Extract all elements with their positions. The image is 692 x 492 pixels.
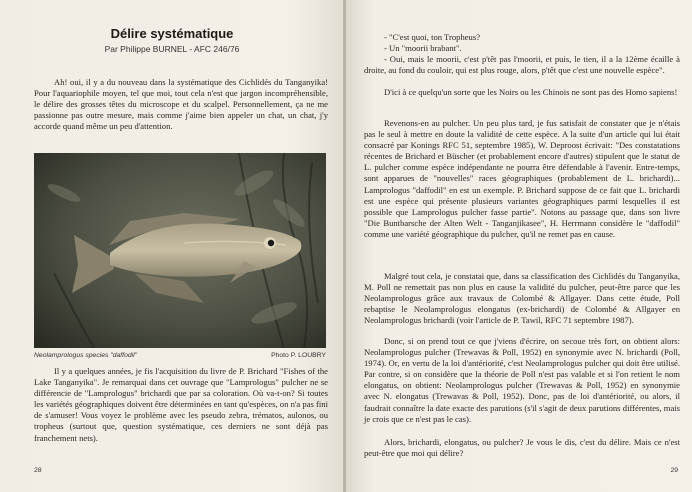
body-paragraph: D'ici à ce quelqu'un sorte que les Noirs ou les Chinois ne sont pas des Homo sapiens!: [384, 87, 678, 97]
intro-paragraph: Ah! oui, il y a du nouveau dans la systématique des Cichlidés du Tanganyika! Pour l'aquariophile moyen, tel que moi, tout cela n'est que jargon incompréhensible, le délire des grosses têtes du microscope et du scalpel. Personnellement, ça ne me passionne pas outre mesure, mais comme j'aime bien appeler un chat, un chat, j'y accorde quand même un peu d'attention.: [34, 77, 328, 132]
left-page: [0, 0, 344, 492]
body-paragraph: Revenons-en au pulcher. Un peu plus tard, je fus satisfait de constater que je n'étais pas le seul à mettre en doute la validité de cette espèce. A la suite d'un article qui lui était consacré par Konings RFC 51, septembre 1985), W. Deproost écrivait: "Des constatations récentes de Brichard et Büscher (et probablement encore d'autres) stipulent que le statut de L. pulcher comme espèce indépendante ne pourra être défendable à l'avenir. Entre-temps, sont apparues de "nouvelles" races géographiques (probablement de L. brichardi)... Lamprologus "daffodil" en est un exemple. P. Brichard suppose de ce fait que L. brichardi est une espèce qui présente plusieurs variantes géographiques parmi lesquelles il est possible que Lamprologus pulcher fasse partie". Notons au passage que, dans son livre "Die Buntbarsche der Alten Welt - Tanganjikasee", H. Herrmann considère le "daffodil" comme une variété géographique du pulcher, qu'il ne remet pas en cause.: [364, 118, 680, 239]
body-paragraph: Alors, brichardi, elongatus, ou pulcher? Je vous le dis, c'est du délire. Mais ce n'est peut-être que moi qui délire?: [364, 437, 680, 459]
right-page: [346, 0, 692, 492]
body-paragraph: Malgré tout cela, je constatai que, dans sa classification des Cichlidés du Tanganyika, M. Poll ne remettait pas non plus en cause la validité du pulcher, peut-être parce que les Neolamprologus grâce aux travaux de Colombé & Allgayer. Dans cette étude, Poll rebaptise le Neolamprologus elongatus (ex-brichardi) de Colombé & Allgayer en Neolamprologus brichardi (voir l'article de P. Tawil, RFC 71 septembre 1987).: [364, 271, 680, 326]
fish-photo: [34, 153, 326, 348]
dialogue-line-1: - "C'est quoi, ton Tropheus?: [384, 32, 481, 42]
photo-caption: Neolamprologus species "daffodil": [34, 352, 138, 359]
byline: Par Philippe BURNEL - AFC 246/76: [104, 44, 240, 54]
page-number: 28: [34, 467, 42, 474]
photo-credit: Photo P. LOUBRY: [271, 352, 326, 359]
body-paragraph: Il y a quelques années, je fis l'acquisition du livre de P. Brichard "Fishes of the Lake Tanganyika". Je remarquai dans cet ouvrage que "Lamprologus" pulcher ne se différencie de "Lamprologus" brichardi que par sa coloration. Où va-t-on? Si toutes les variétés géographiques doivent être déterminées en tant qu'espèces, on n'a pas fini de s'amuser! Vous voyez le problème avec les pseudo zebra, trématos, aulonos, ou tropheus (surtout que, question systématique, ces derniers ne sont déjà pas franchement nets).: [34, 366, 328, 443]
article-title: Délire systématique: [110, 26, 234, 41]
dialogue-line-3: - Oui, mais le moorii, c'est p'têt pas l'moorii, et puis, le tien, il a la 12ème écaille à droite, au fond du couloir, qui est plus rouge, alors, p'têt que c'est une nouvelle espèce".: [364, 54, 680, 76]
page-number: 29: [670, 467, 678, 474]
dialogue-line-2: - Un "moorii brabant".: [384, 43, 462, 53]
body-paragraph: Donc, si on prend tout ce que j'viens d'écrire, on secoue très fort, on obtient alors: Neolamprologus pulcher (Trewavas & Poll, 1952) en synonymie avec N. brichardi (Poll, 1974). Or, en vertu de la loi d'antériorité, c'est Neolamprologus pulcher qui doit être utilisé. Par contre, si on considère que la théorie de Poll n'est pas valable et si l'on retient le nom elongatus, on obtient: Neolamprologus pulcher (Trewavas & Poll, 1952) en synonymie avec N. elongatus (Trewavas & Poll, 1952). Donc, pas de loi d'antériorité, ou alors, il faudrait connaître la date exacte des parutions (s'il s'agit de deux parutions différentes, mais je crois que ce n'est pas le cas).: [364, 336, 680, 424]
